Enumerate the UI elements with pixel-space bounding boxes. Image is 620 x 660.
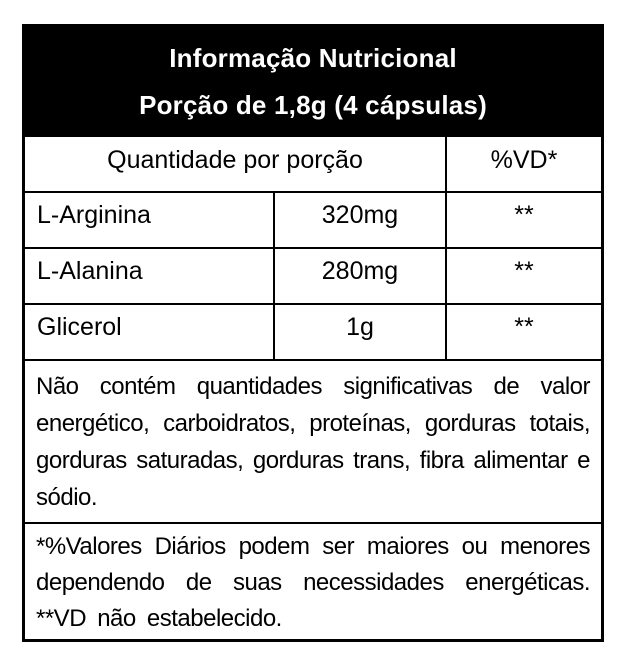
- label-header: [25, 27, 601, 137]
- nutrient-amount: 320mg: [275, 193, 447, 247]
- nutrient-name: L-Arginina: [25, 193, 275, 247]
- nutrition-label: [22, 24, 604, 642]
- table-row: [25, 193, 601, 249]
- label-title: Informação Nutricional: [169, 43, 457, 73]
- nutrient-dv: **: [514, 201, 534, 229]
- serving-size: Porção de 1,8g (4 cápsulas): [139, 90, 487, 120]
- dv-column-header: %VD*: [490, 146, 558, 174]
- table-row: [25, 249, 601, 305]
- note-daily-values: *%Valores Diários podem ser maiores ou menores dependendo de suas necessidades energéticas. **VD não estabelecido.: [36, 533, 590, 632]
- nutrient-dv: **: [514, 313, 534, 341]
- table-header-row: [25, 137, 601, 193]
- nutrient-name: L-Alanina: [25, 249, 275, 303]
- nutrient-dv: **: [514, 257, 534, 285]
- note-no-significant-amounts: Não contém quantidades significativas de valor energético, carboidratos, proteínas, gorduras totais, gorduras saturadas, gorduras trans, fibra alimentar e sódio.: [25, 361, 601, 524]
- quantity-column-header: Quantidade por porção: [25, 137, 447, 191]
- nutrient-amount: 280mg: [275, 249, 447, 303]
- nutrient-name: Glicerol: [25, 305, 275, 359]
- nutrient-amount: 1g: [275, 305, 447, 359]
- table-row: [25, 305, 601, 361]
